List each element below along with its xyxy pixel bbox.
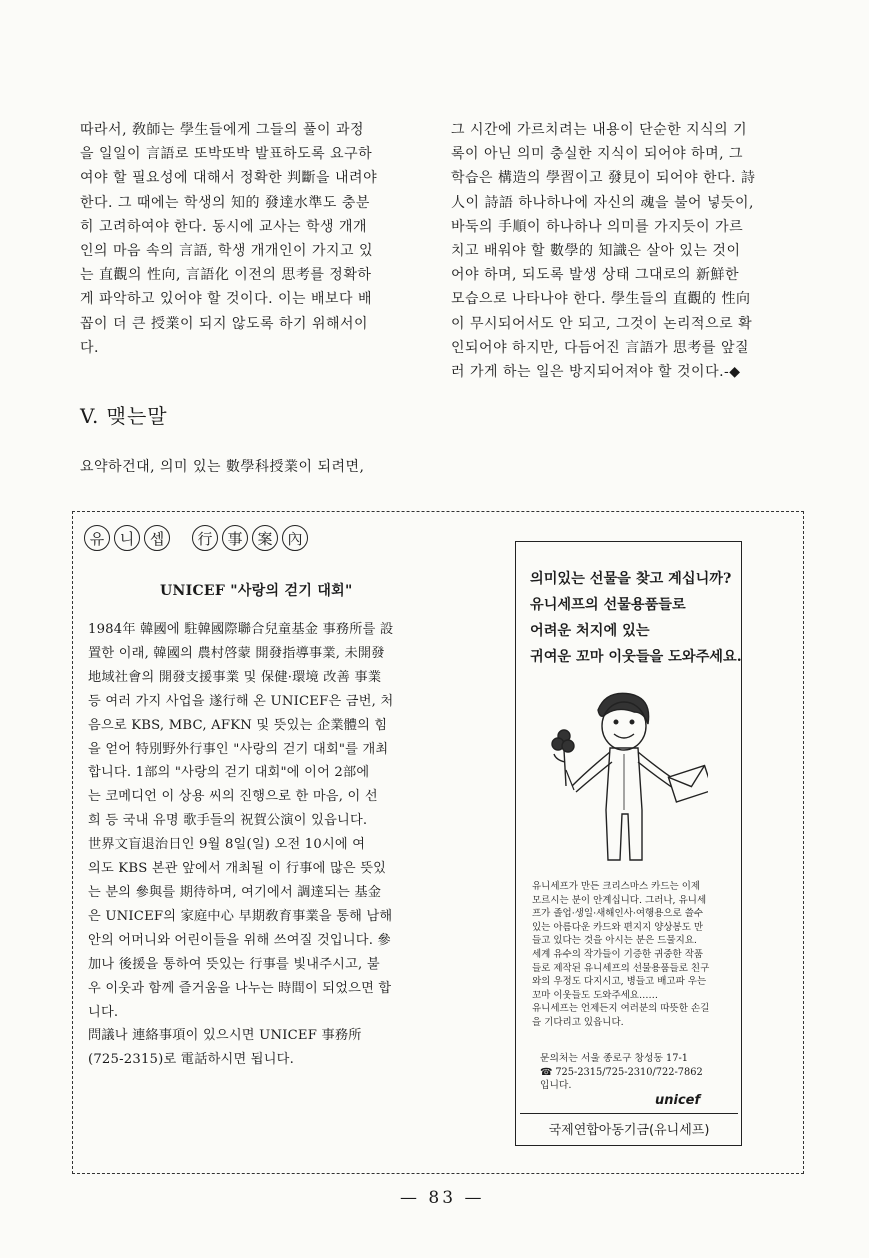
ad-text-line: 프가 졸업·생일·새해인사·여행용으로 쓸수 [532,908,704,920]
ad-text-line: 세계 유수의 작가들이 기증한 귀중한 작품 [532,948,704,960]
body-text-line: 인의 마음 속의 言語, 학생 개개인이 가지고 있 [80,243,373,260]
notice-text-line: 世界文盲退治日인 9월 8일(일) 오전 10시에 여 [88,837,366,853]
section-heading: V. 맺는말 [80,404,168,428]
unicef-logo: unicef [655,1093,701,1108]
ad-text-line: 와의 우정도 다지시고, 병들고 배고파 우는 [532,976,707,988]
notice-text-line: 置한 이래, 韓國의 農村啓蒙 開發指導事業, 未開發 [88,645,385,661]
page-number: — 83 — [400,1188,485,1208]
notice-text-line: 니다. [88,1004,119,1020]
notice-text-line: 問議나 連絡事項이 있으시면 UNICEF 事務所 [88,1028,362,1044]
body-text-line: 모습으로 나타나야 한다. 學生들의 直觀的 性向 [451,291,751,308]
circled-title-char: 유 [84,525,110,551]
notice-text-line: (725-2315)로 電話하시면 됩니다. [88,1052,295,1068]
notice-text-line: 의도 KBS 본관 앞에서 개최될 이 行事에 많은 뜻있 [88,861,387,877]
ad-text-line: 모르시는 분이 안계십니다. 그러나, 유니세 [532,894,707,906]
body-text-line: 따라서, 敎師는 學生들에게 그들의 풀이 과정 [80,122,365,138]
body-text-line: 을 일일이 言語로 또박또박 발표하도록 요구하 [80,146,373,163]
body-text-line: 이 무시되어서도 안 되고, 그것이 논리적으로 확 [451,315,753,332]
body-text-line: 는 直觀의 性向, 言語化 이전의 思考를 정확하 [80,267,372,284]
ad-contact-line: 문의처는 서울 종로구 창성동 17-1 [540,1053,689,1064]
ad-headline-line: 귀여운 꼬마 이웃들을 도와주세요. [530,649,742,665]
body-text-line: 러 가게 하는 일은 방지되어져야 할 것이다.-◆ [451,364,741,381]
ad-contact-line: 입니다. [540,1080,572,1091]
ad-text-line: 을 기다리고 있읍니다. [532,1016,624,1028]
ad-text-line: 들고 있다는 것을 아시는 분은 드물지요. [532,935,697,947]
notice-text-line: 우 이웃과 함께 즐거움을 나누는 時間이 되었으면 합 [88,980,392,996]
ad-headline-line: 의미있는 선물을 찾고 계십니까? [530,571,732,587]
body-text-line: 학습은 構造의 學習이고 發見이 되어야 한다. 詩 [451,170,756,187]
body-text-line: 어야 하며, 되도록 발생 상태 그대로의 新鮮한 [451,267,740,284]
body-text-line: 꼽이 더 큰 授業이 되지 않도록 하기 위해서이 [80,315,369,332]
right-column [451,118,811,384]
body-text-line: 게 파악하고 있어야 할 것이다. 이는 배보다 배 [80,291,373,308]
notice-text-line: 地域社會의 開發支援事業 및 保健·環境 改善 事業 [88,669,382,685]
child-drawing-illustration [548,690,708,874]
body-text-line: 록이 아닌 의미 충실한 지식이 되어야 하며, 그 [451,146,744,163]
ad-footer: 국제연합아동기금(유니세프) [520,1113,738,1138]
body-text-line: 한다. 그 때에는 학생의 知的 發達水準도 충분 [80,194,370,211]
left-column [80,118,430,360]
notice-title [84,525,308,551]
notice-text-line: 는 코메디언 이 상용 씨의 진행으로 한 마음, 이 선 [88,789,378,805]
notice-text-line: 加나 後援을 통하여 뜻있는 行事를 빛내주시고, 불 [88,956,380,972]
notice-text-line: 음으로 KBS, MBC, AFKN 및 뜻있는 企業體의 힘 [88,717,388,733]
body-text-line: 여야 할 필요성에 대해서 정확한 判斷을 내려야 [80,170,378,187]
ad-body [532,880,737,1030]
body-text-line: 인되어야 하지만, 다듬어진 言語가 思考를 앞질 [451,339,750,356]
summary-line: 요약하건대, 의미 있는 數學科授業이 되려면, [80,459,365,475]
notice-text-line: 는 분의 參與를 期待하며, 여기에서 調達되는 基金 [88,884,382,900]
ad-contact-line: ☎ 725-2315/725-2310/722-7862 [540,1066,703,1078]
notice-body [88,618,440,1072]
ad-headline-line: 유니세프의 선물용품들로 [530,597,686,613]
ad-headline [530,566,742,670]
notice-text-line: 1984年 韓國에 駐韓國際聯合兒童基金 事務所를 設 [88,622,394,637]
ad-headline-line: 어려운 처지에 있는 [530,623,650,639]
circled-title-char: 니 [114,525,140,551]
body-text-line: 히 고려하여야 한다. 동시에 교사는 학생 개개 [80,218,368,235]
circled-title-char: 行 [192,525,218,551]
notice-text-line: 안의 어머니와 어린이들을 위해 쓰여질 것입니다. 參 [88,932,391,948]
ad-text-line: 들로 제작된 유니세프의 선물용품들로 친구 [532,962,710,974]
body-text-line: 바둑의 手順이 하나하나 의미를 가지듯이 가르 [451,218,744,235]
ad-text-line: 있는 아름다운 카드와 편지지 양상봉도 만 [532,921,704,933]
body-text-line: 人이 詩語 하나하나에 자신의 魂을 불어 넣듯이, [451,194,755,211]
notice-text-line: 합니다. 1部의 "사랑의 걷기 대회"에 이어 2部에 [88,765,370,781]
ad-contact [540,1052,703,1093]
ad-text-line: 꼬마 이웃들도 도와주세요…… [532,989,658,1001]
circled-title-char: 셉 [144,525,170,551]
circled-title-char: 案 [252,525,278,551]
body-text-line: 치고 배워야 할 數學的 知識은 살아 있는 것이 [451,243,741,260]
body-text-line: 다. [80,339,99,356]
circled-title-char: 事 [222,525,248,551]
notice-text-line: 을 얻어 特別野外行事인 "사랑의 걷기 대회"를 개최 [88,741,389,757]
ad-text-line: 유니세프는 언제든지 여러분의 따뜻한 손길 [532,1003,710,1015]
ad-text-line: 유니세프가 만든 크리스마스 카드는 이제 [532,881,701,892]
notice-text-line: 은 UNICEF의 家庭中心 早期敎育事業을 통해 남해 [88,908,393,924]
notice-text-line: 희 등 국내 유명 歌手들의 祝賀公演이 있읍니다. [88,813,368,829]
circled-title-char: 內 [282,525,308,551]
notice-text-line: 등 여러 가지 사업을 遂行해 온 UNICEF은 금번, 처 [88,693,394,709]
event-title: UNICEF "사랑의 걷기 대회" [160,583,353,599]
body-text-line: 그 시간에 가르치려는 내용이 단순한 지식의 기 [451,122,748,138]
